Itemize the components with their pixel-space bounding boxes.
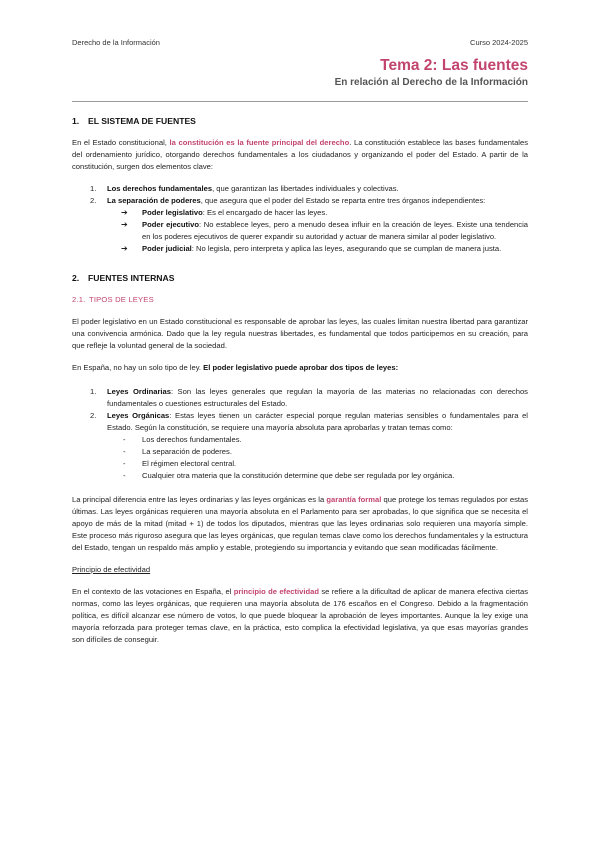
list-item: ➔ Poder ejecutivo: No establece leyes, pero a menudo desea influir en la creación de leyes. Existe una tendencia en los poderes ejecutivos de querer expandir su autoridad y actuar de manera similar al poder legislativo. — [121, 220, 528, 241]
list-item: - Los derechos fundamentales. — [123, 435, 242, 444]
powers-list — [107, 207, 528, 255]
list-item: - Cualquier otra materia que la constitución determine que debe ser regulada por ley orgánica. — [123, 471, 455, 480]
principle-heading: Principio de efectividad — [72, 565, 151, 574]
highlight-constitution: la constitución es la fuente principal del derecho — [169, 138, 350, 147]
document-body — [72, 115, 528, 656]
arrow-icon: ➔ — [121, 244, 128, 253]
list-item: 1. Leyes Ordinarias: Son las leyes generales que regulan la mayoría de las materias no relacionadas con derechos fundamentales o cuestiones estructurales del Estado. — [90, 387, 528, 408]
section-2-paragraph-2: En España, no hay un solo tipo de ley. El poder legislativo puede aprobar dos tipos de leyes: — [72, 363, 399, 372]
law-types-list — [72, 386, 528, 482]
title-block — [335, 56, 528, 90]
list-item: 2. Leyes Orgánicas: Estas leyes tienen un carácter especial porque regulan materias sensibles o fundamentales para el Estado. Según la constitución, se requiere una mayoría absoluta para aprobarlas y tratan temas como: - Los derechos fundamentales. - La separación de poderes. - El régimen electoral central. - Cualquier otra materia que la constitución determine que debe ser regulada por ley orgánica. — [90, 411, 528, 480]
arrow-icon: ➔ — [121, 208, 128, 217]
list-item: 2. La separación de poderes, que asegura que el poder del Estado se reparta entre tres órganos independientes: ➔ Poder legislativo: Es el encargado de hacer las leyes. ➔ Poder ejecutivo: No establece leyes, pero a menudo desea influir en la creación de leyes. Existe una tendencia en los poderes ejecutivos de querer expandir su autoridad y actuar de manera similar al poder legislativo. ➔ Poder judicial: No legisla, pero interpreta y aplica las leyes, asegurando que se cumplan de manera justa. — [90, 196, 528, 253]
list-item: - El régimen electoral central. — [123, 459, 237, 468]
section-2-heading: 2. FUENTES INTERNAS — [72, 273, 175, 283]
section-1-intro: En el Estado constitucional, la constitución es la fuente principal del derecho. La constitución establece las bases fundamentales del ordenamiento jurídico, otorgando derechos fundamentales a los ciudadanos y organizando el poder del Estado. A partir de la constitución, surgen dos elementos clave: — [72, 138, 529, 171]
header-course-year: Curso 2024-2025 — [470, 38, 528, 47]
organic-topics-list — [107, 434, 528, 482]
page-subtitle: En relación al Derecho de la Información — [334, 77, 528, 88]
title-divider — [72, 101, 528, 102]
page-title: Tema 2: Las fuentes — [380, 57, 528, 74]
section-1-heading: 1. EL SISTEMA DE FUENTES — [72, 116, 196, 126]
header-course-name: Derecho de la Información — [72, 38, 160, 47]
highlight-formal-guarantee: garantía formal — [326, 495, 382, 504]
list-item: - La separación de poderes. — [123, 447, 232, 456]
section-2-paragraph-4: En el contexto de las votaciones en España, el principio de efectividad se refiere a la dificultad de aplicar de manera efectiva ciertas normas, como las leyes orgánicas, que requieren una mayoría absoluta de 176 escaños en el Congreso. Debido a la fragmentación política, es difícil alcanzar ese número de votos, lo que puede bloquear la aprobación de leyes importantes. Aunque la ley exige una mayoría reforzada para proteger temas clave, en la práctica, esto complica la efectividad legislativa, ya que esas mayorías grandes son difíciles de conseguir. — [72, 587, 528, 644]
subsection-2-1-heading: 2.1. TIPOS DE LEYES — [72, 295, 154, 304]
highlight-effectiveness: principio de efectividad — [233, 587, 319, 596]
section-1-list — [72, 183, 528, 255]
section-2-paragraph-3: La principal diferencia entre las leyes ordinarias y las leyes orgánicas es la garantía formal que protege los temas regulados por estas últimas. Las leyes orgánicas requieren una mayoría absoluta en el Parlamento para ser aprobadas, lo que significa que se necesita el apoyo de más de la mitad (mitad + 1) de todos los diputados, mientras que las leyes ordinarias solo requieren una mayoría simple. Este proceso más riguroso asegura que las leyes orgánicas, que regulan temas clave como los derechos fundamentales y la estructura del Estado, tengan un respaldo más amplio y estable, protegiendo su importancia y evitando que sean modificadas fácilmente. — [72, 495, 529, 552]
list-item: ➔ Poder judicial: No legisla, pero interpreta y aplica las leyes, asegurando que se cumplan de manera justa. — [121, 244, 502, 253]
list-item: ➔ Poder legislativo: Es el encargado de hacer las leyes. — [121, 208, 328, 217]
section-2-paragraph-1: El poder legislativo en un Estado constitucional es responsable de aprobar las leyes, las cuales limitan nuestra libertad para garantizar una convivencia armónica. Dado que la ley regula nuestras libertades, es fundamental que todos participemos en su creación, para que refleje la voluntad general de la sociedad. — [72, 317, 528, 350]
list-item: 1. Los derechos fundamentales, que garantizan las libertades individuales y colectivas. — [90, 184, 399, 193]
arrow-icon: ➔ — [121, 220, 128, 229]
